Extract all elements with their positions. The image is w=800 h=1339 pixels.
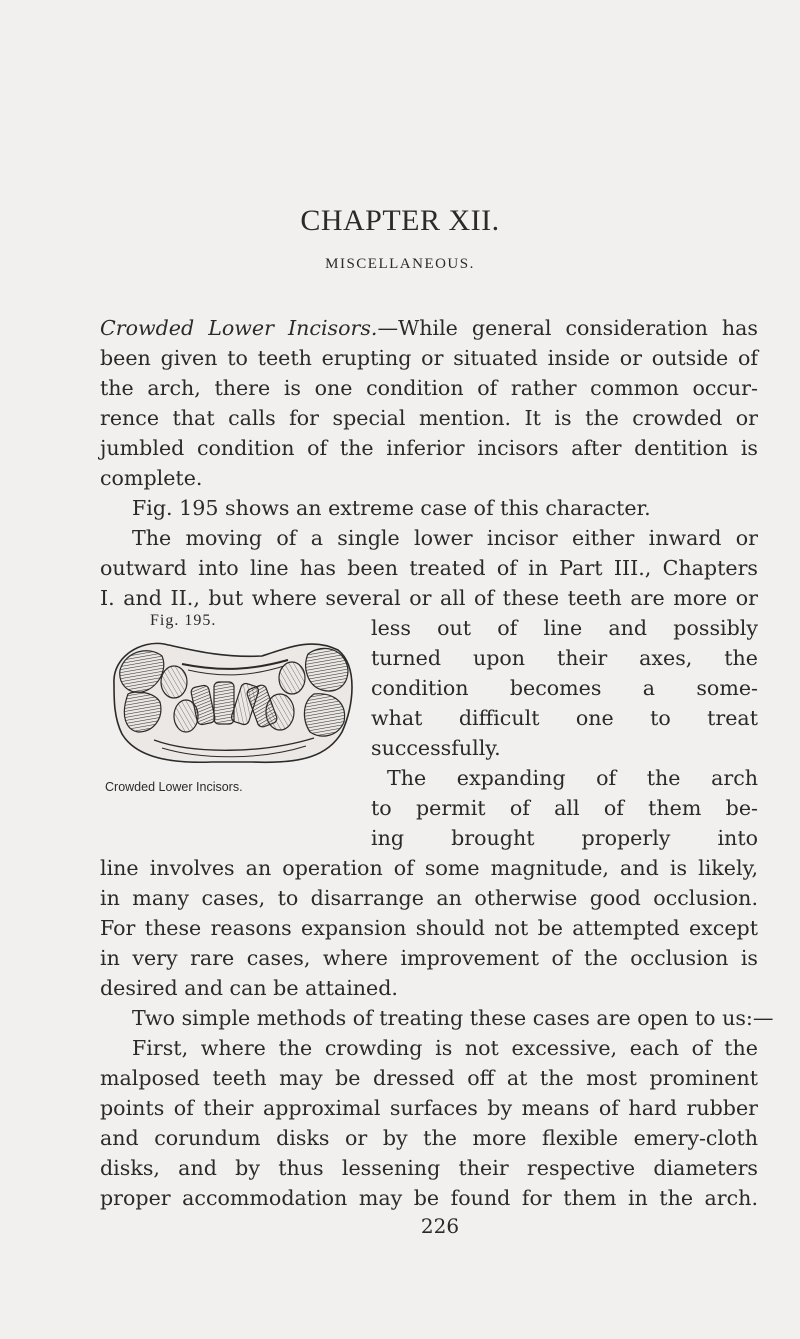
- figure-caption: Crowded Lower Incisors.: [105, 780, 243, 794]
- paragraph-line: proper accommodation may be found for them in the arch.: [100, 1186, 758, 1210]
- paragraph-line: in very rare cases, where improvement of the occlusion is: [100, 946, 758, 970]
- run-in-heading: Crowded Lower Incisors.: [100, 316, 378, 340]
- paragraph-line: complete.: [100, 466, 203, 490]
- paragraph-line: For these reasons expansion should not be attempted except: [100, 916, 758, 940]
- paragraph-line: Two simple methods of treating these cases are open to us:—: [132, 1006, 774, 1030]
- paragraph-line: ing brought properly into: [371, 826, 758, 850]
- paragraph-line: The expanding of the arch: [387, 766, 758, 790]
- crowded-lower-incisors-illustration: [102, 636, 362, 766]
- paragraph-line: condition becomes a some-: [371, 676, 758, 700]
- paragraph-line: the arch, there is one condition of rather common occur-: [100, 376, 758, 400]
- paragraph-line: First, where the crowding is not excessive, each of the: [132, 1036, 758, 1060]
- paragraph-line: been given to teeth erupting or situated inside or outside of: [100, 346, 758, 370]
- section-title: MISCELLANEOUS.: [325, 256, 475, 272]
- figure-label: Fig. 195.: [150, 612, 217, 629]
- paragraph-line: Crowded Lower Incisors.—While general consideration has: [100, 316, 759, 340]
- paragraph-line: The moving of a single lower incisor either inward or: [132, 526, 758, 550]
- paragraph-line: in many cases, to disarrange an otherwise good occlusion.: [100, 886, 758, 910]
- paragraph-line: line involves an operation of some magnitude, and is likely,: [100, 856, 758, 880]
- paragraph-line: less out of line and possibly: [371, 616, 758, 640]
- paragraph-line: I. and II., but where several or all of these teeth are more or: [100, 586, 758, 610]
- paragraph-line: rence that calls for special mention. It is the crowded or: [100, 406, 758, 430]
- paragraph-line: successfully.: [371, 736, 501, 760]
- paragraph-line: desired and can be attained.: [100, 976, 398, 1000]
- paragraph-line: turned upon their axes, the: [371, 646, 758, 670]
- page-number: 226: [420, 1214, 460, 1238]
- paragraph-line: Fig. 195 shows an extreme case of this character.: [132, 496, 651, 520]
- chapter-title: CHAPTER XII.: [300, 204, 500, 237]
- paragraph-line: points of their approximal surfaces by means of hard rubber: [100, 1096, 758, 1120]
- paragraph-line: what difficult one to treat: [371, 706, 758, 730]
- paragraph-line: outward into line has been treated of in Part III., Chapters: [100, 556, 758, 580]
- paragraph-line: to permit of all of them be-: [371, 796, 758, 820]
- paragraph-line: and corundum disks or by the more flexible emery-cloth: [100, 1126, 758, 1150]
- paragraph-line: malposed teeth may be dressed off at the most prominent: [100, 1066, 758, 1090]
- paragraph-line: disks, and by thus lessening their respective diameters: [100, 1156, 758, 1180]
- paragraph-line: jumbled condition of the inferior incisors after dentition is: [100, 436, 758, 460]
